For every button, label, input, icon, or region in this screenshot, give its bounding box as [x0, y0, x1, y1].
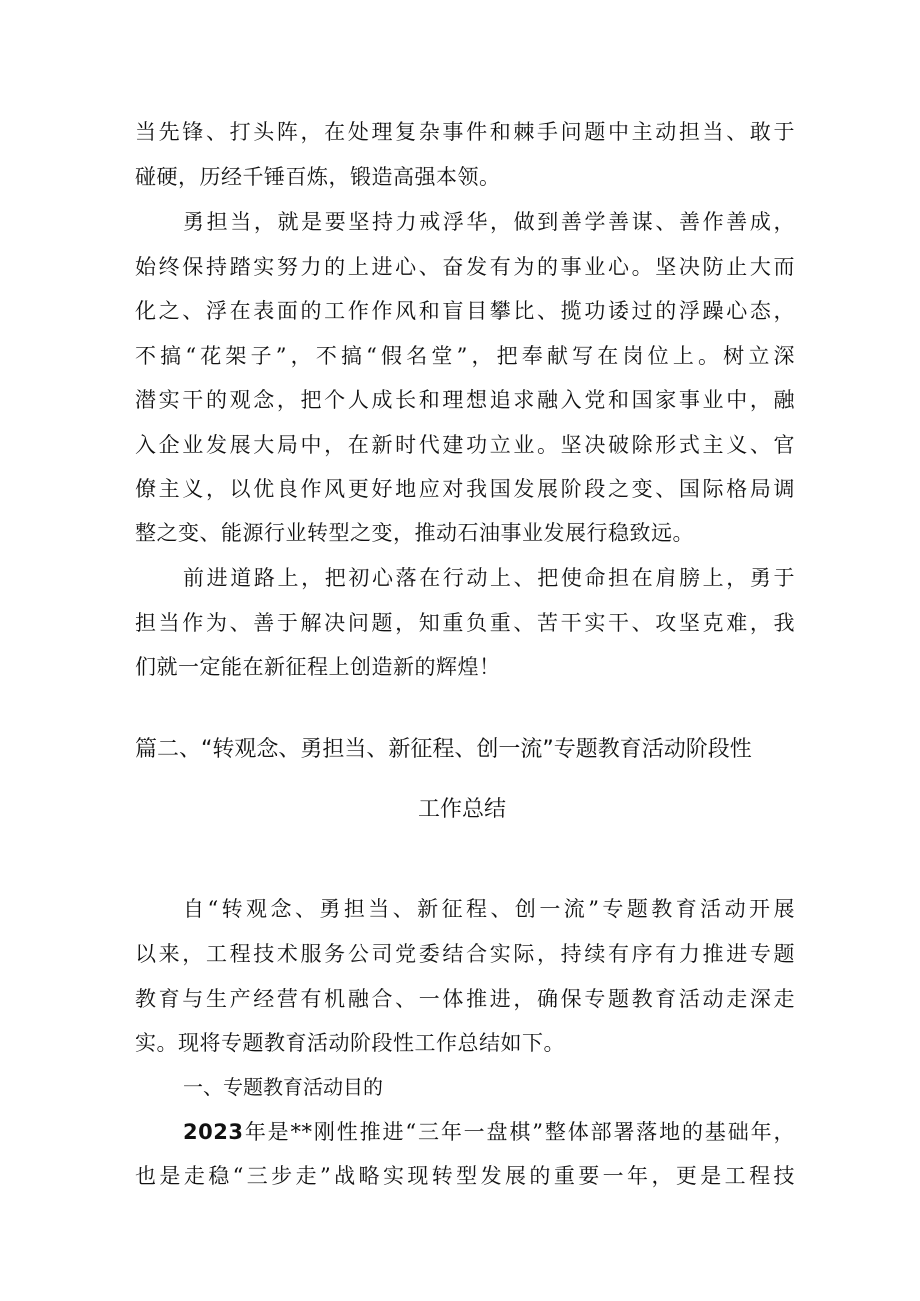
text-line: 担当作为、善于解决问题，知重负重、苦干实干、攻坚克难，我 [135, 611, 795, 635]
text-line: 不搞“花架子”，不搞“假名堂”，把奉献写在岗位上。树立深 [135, 344, 795, 368]
text-line: 也是走稳“三步走”战略实现转型发展的重要一年，更是工程技 [135, 1164, 795, 1188]
text-line: 潜实干的观念，把个人成长和理想追求融入党和国家事业中，融 [135, 388, 795, 412]
year-number: 2023 [183, 1120, 244, 1144]
text-line: 当先锋、打头阵，在处理复杂事件和棘手问题中主动担当、敢于 [135, 120, 795, 144]
section-title: 篇二、“转观念、勇担当、新征程、创一流”专题教育活动阶段性 [135, 737, 752, 762]
section-title-continued: 工作总结 [418, 797, 507, 822]
text-line: 以来，工程技术服务公司党委结合实际，持续有序有力推进专题 [135, 942, 795, 966]
text-line: 教育与生产经营有机融合、一体推进，确保专题教育活动走深走 [135, 987, 795, 1011]
text-line: 自“转观念、勇担当、新征程、创一流”专题教育活动开展 [183, 897, 795, 921]
text-line [183, 1118, 795, 1146]
text-line: 整之变、能源行业转型之变，推动石油事业发展行稳致远。 [135, 521, 694, 545]
text-line: 入企业发展大局中，在新时代建功立业。坚决破除形式主义、官 [135, 433, 795, 457]
text-line: 僚主义，以优良作风更好地应对我国发展阶段之变、国际格局调 [135, 477, 795, 501]
text-line: 碰硬，历经千锤百炼，锻造高强本领。 [135, 165, 501, 189]
text-line: 前进道路上，把初心落在行动上、把使命担在肩膀上，勇于 [183, 566, 795, 590]
text-segment: 年是**刚性推进“三年一盘棋”整体部署落地的基础年， [243, 1120, 795, 1144]
text-line: 勇担当，就是要坚持力戒浮华，做到善学善谋、善作善成， [183, 210, 795, 234]
text-line: 始终保持踏实努力的上进心、奋发有为的事业心。坚决防止大而 [135, 255, 795, 279]
text-line: 实。现将专题教育活动阶段性工作总结如下。 [135, 1031, 565, 1055]
subheading: 一、专题教育活动目的 [183, 1075, 383, 1099]
text-line: 化之、浮在表面的工作作风和盲目攀比、揽功诿过的浮躁心态， [135, 299, 795, 323]
text-line: 们就一定能在新征程上创造新的辉煌！ [135, 655, 501, 679]
